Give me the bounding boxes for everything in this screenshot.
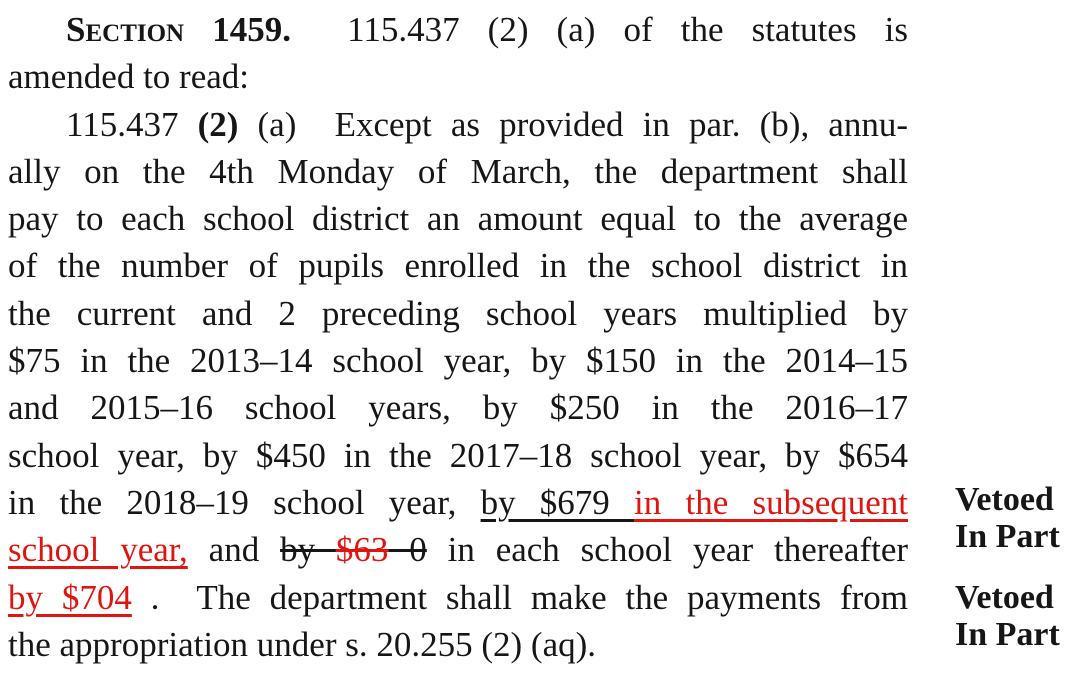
veto-annotation-2 <box>955 579 1087 653</box>
text-segment: school year, <box>8 530 188 570</box>
text-segment: amended to read: <box>8 57 250 97</box>
text-segment: 115.437 <box>66 104 198 144</box>
text-line-11 <box>8 479 908 526</box>
text-line-13 <box>8 574 908 621</box>
text-segment: ally on the 4th Monday of March, the department shall <box>8 151 908 191</box>
veto-annotation-line: Vetoed <box>955 481 1054 518</box>
text-line-7 <box>8 290 908 337</box>
text-segment: in each school year thereafter <box>426 530 909 570</box>
text-line-12 <box>8 526 908 573</box>
text-segment: (2) <box>197 104 239 144</box>
text-line-5 <box>8 195 908 242</box>
text-line-8 <box>8 337 908 384</box>
text-line-6 <box>8 242 908 289</box>
veto-annotation-line: Vetoed <box>955 579 1054 616</box>
text-segment: 0 <box>388 530 427 570</box>
text-segment: Section <box>66 10 185 49</box>
text-line-4 <box>8 148 908 195</box>
text-segment: $63 <box>335 530 389 570</box>
veto-annotation-line: In Part <box>955 616 1060 653</box>
text-segment: . The department shall make the payments from <box>131 577 909 617</box>
text-segment: 1459. <box>184 10 291 49</box>
text-line-2 <box>8 53 908 100</box>
text-line-14 <box>8 621 908 668</box>
text-segment: in the subsequent <box>634 482 909 522</box>
text-segment: the appropriation under s. 20.255 (2) (aq). <box>8 624 597 664</box>
text-segment: by $679 <box>480 482 635 522</box>
text-segment: and 2015–16 school years, by $250 in the 2016–17 <box>8 388 908 428</box>
text-segment: school year, by $450 in the 2017–18 school year, by $654 <box>8 435 908 475</box>
text-segment: (a) Except as provided in par. (b), annu- <box>238 104 909 144</box>
text-segment: 115.437 (2) (a) of the statutes is <box>290 10 908 49</box>
statute-text-column <box>8 6 908 668</box>
text-segment: the current and 2 preceding school years multiplied by <box>8 293 908 333</box>
veto-annotation-line: In Part <box>955 518 1060 555</box>
text-line-1 <box>8 6 908 53</box>
text-line-3 <box>8 101 908 148</box>
text-line-10 <box>8 432 908 479</box>
text-segment: $75 in the 2013–14 school year, by $150 in the 2014–15 <box>8 341 908 381</box>
text-segment: in the 2018–19 school year, <box>8 482 481 522</box>
text-segment: and <box>187 530 281 570</box>
text-segment: pay to each school district an amount equal to the average <box>8 199 908 239</box>
text-segment: of the number of pupils enrolled in the school district in <box>8 246 908 286</box>
veto-annotation-1 <box>955 481 1087 555</box>
text-segment: by $704 <box>8 577 132 617</box>
text-segment: by <box>280 530 336 570</box>
text-line-9 <box>8 384 908 431</box>
